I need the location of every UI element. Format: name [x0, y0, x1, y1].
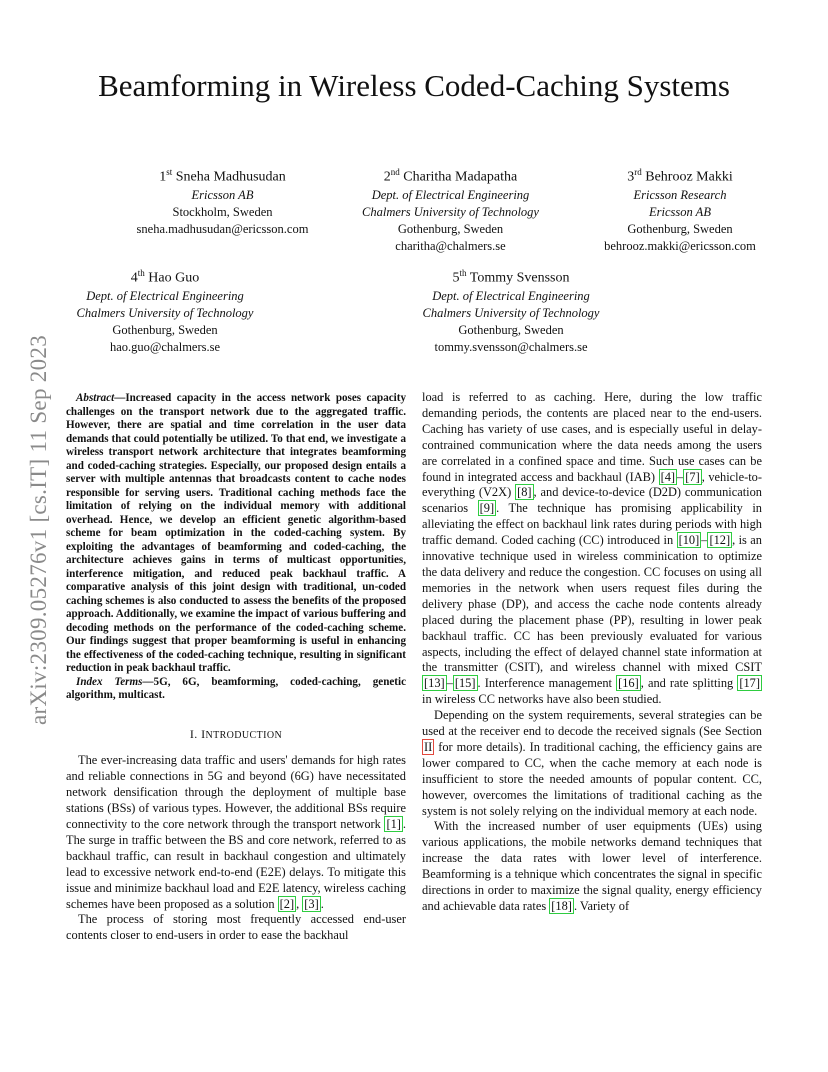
citation-link[interactable]: [12] — [709, 533, 731, 548]
citation-link[interactable]: [13] — [424, 676, 445, 691]
citation-link[interactable]: [10] — [678, 533, 700, 548]
citation-link[interactable]: [2] — [279, 896, 295, 911]
abstract: Abstract—Increased capacity in the access network poses capacity challenges on the transport network due to the aggregated traffic. However, there are spatial and time correlation in the user data demands that could potentially be utilized. To that end, we investigate a wireless transport network architecture that integrates beamforming and coded-caching strategies. Especially, our proposed design entails a server with multiple antennas that broadcasts content to cache nodes responsible for serving users. Traditional caching methods face the limitation of relying on the individual memory with additional overhead. Hence, we develop an efficient genetic algorithm-based scheme for beam optimization in the coded-caching system. By exploiting the advantages of beamforming and coded-caching, the architecture achieves gains in terms of multicast opportunities, interference mitigation, and reduced peak backhaul traffic. A comparative analysis of this joint design with traditional, un-coded caching schemes is also conducted to assess the benefits of the proposed approach. Additionally, we examine the impact of various buffering and decoding methods on the performance of the coded-caching scheme. Our findings suggest that proper beamforming is useful in enhancing the effectiveness of the coded-caching technique, resulting in significant reduction in peak backhaul traffic. — [66, 392, 406, 674]
left-column — [66, 392, 406, 944]
citation-link[interactable]: [7] — [685, 469, 700, 484]
citation-link[interactable]: [3] — [304, 896, 319, 911]
right-paragraph-2: Depending on the system requirements, several strategies can be used at the receiver end to decode the received signals (See Section II for more details). In traditional caching, the efficiency gains are lower compared to CC, when the cache memory at each node is insufficient to store the needed amounts of popular content. CC, however, overcomes the limitations of traditional caching as the system is not solely relying on the individual memory at each node. — [422, 708, 762, 818]
author-2: 2nd Charitha Madapatha Dept. of Electrical Engineering Chalmers University of Technology Gothenburg, Sweden charitha@chalmers.se — [362, 167, 539, 253]
intro-paragraph-2: The process of storing most frequently accessed end-user contents closer to end-users in order to ease the backhaul — [66, 912, 406, 943]
citation-link[interactable]: [15] — [454, 676, 476, 691]
arxiv-stamp: arXiv:2309.05276v1 [cs.IT] 11 Sep 2023 — [26, 335, 51, 725]
citation-link[interactable]: [8] — [517, 485, 532, 500]
right-paragraph-3: With the increased number of user equipments (UEs) using various applications, the mobile networks demand techniques that increase the data rates with lower level of interference. Beamforming is a tehnique which concentrates the signal in specific directions in order to maximize the signal quality, energy efficiency and achievable data rates [18] . Variety of — [422, 819, 762, 913]
right-column — [422, 390, 762, 915]
intro-paragraph-1: The ever-increasing data traffic and users' demands for high rates and reliable connections in 5G and beyond (6G) have necessitated network densification through the deployment of multiple base stations (BSs) of various types. However, the additional BSs require connectivity to the core network through the transport network [1] . The surge in traffic between the BS and core network, referred to as backhaul traffic, can result in backhaul congestion and ultimately lead to excessive network end-to-end (E2E) delays. To mitigate this issue and minimize backhaul load and E2E latency, wireless caching schemes have been proposed as a solution [2] , [3] . — [66, 753, 406, 911]
section-link[interactable]: II — [424, 739, 433, 754]
section-heading-introduction: I. INTRODUCTION — [189, 726, 283, 741]
citation-link[interactable]: [1] — [386, 817, 401, 832]
citation-link[interactable]: [9] — [479, 501, 495, 516]
author-1: 1st Sneha Madhusudan Ericsson AB Stockholm, Sweden sneha.madhusudan@ericsson.com — [136, 167, 309, 236]
paper-title: Beamforming in Wireless Coded-Caching Systems — [98, 68, 730, 103]
citation-link[interactable]: [17] — [739, 676, 760, 691]
index-terms: Index Terms—5G, 6G, beamforming, coded-caching, genetic algorithm, multicast. — [66, 675, 406, 701]
right-paragraph-1: load is referred to as caching. Here, during the low traffic demanding periods, the contents are placed near to the end-users. Caching has variety of use cases, and is especially useful in delay-contrained communication where the data needs among the users are correlated in a confined space and time. Such use cases can be found in integrated access and backhaul (IAB) [4] – [7] , vehicle-to-everything (V2X) [8] , and device-to-device (D2D) communication scenarios [9] . The technique has promising applicability in alleviating the effect on backhaul link rates during periods with high traffic demand. Coded caching (CC) introduced in [10] – [12] , is an innovative technique used in wireless comminication to optimize the data delivery and reduce the congestion. CC focuses on using all memories in the network when users request files during the delivery phase (DP), and access the cache node contents already placed during the placement phase (PP), resulting in lower peak backhaul traffic. CC has been previously evaluated for various aspects, including the effect of delayed channel state information at the transmitter (CSIT), and wireless channel with mixed CSIT [13] – [15] . Interference management [16] , and rate splitting [17] in wireless CC networks have also been studied. — [422, 390, 763, 707]
author-5: 5th Tommy Svensson Dept. of Electrical Engineering Chalmers University of Technology Gothenburg, Sweden tommy.svensson@chalmers.se — [422, 268, 600, 354]
citation-link[interactable]: [18] — [551, 899, 572, 913]
author-4: 4th Hao Guo Dept. of Electrical Engineering Chalmers University of Technology Gothenburg, Sweden hao.guo@chalmers.se — [76, 268, 254, 354]
citation-link[interactable]: [4] — [660, 469, 676, 484]
author-3: 3rd Behrooz Makki Ericsson Research Ericsson AB Gothenburg, Sweden behrooz.makki@ericsson.com — [604, 167, 756, 253]
citation-link[interactable]: [16] — [618, 676, 639, 691]
